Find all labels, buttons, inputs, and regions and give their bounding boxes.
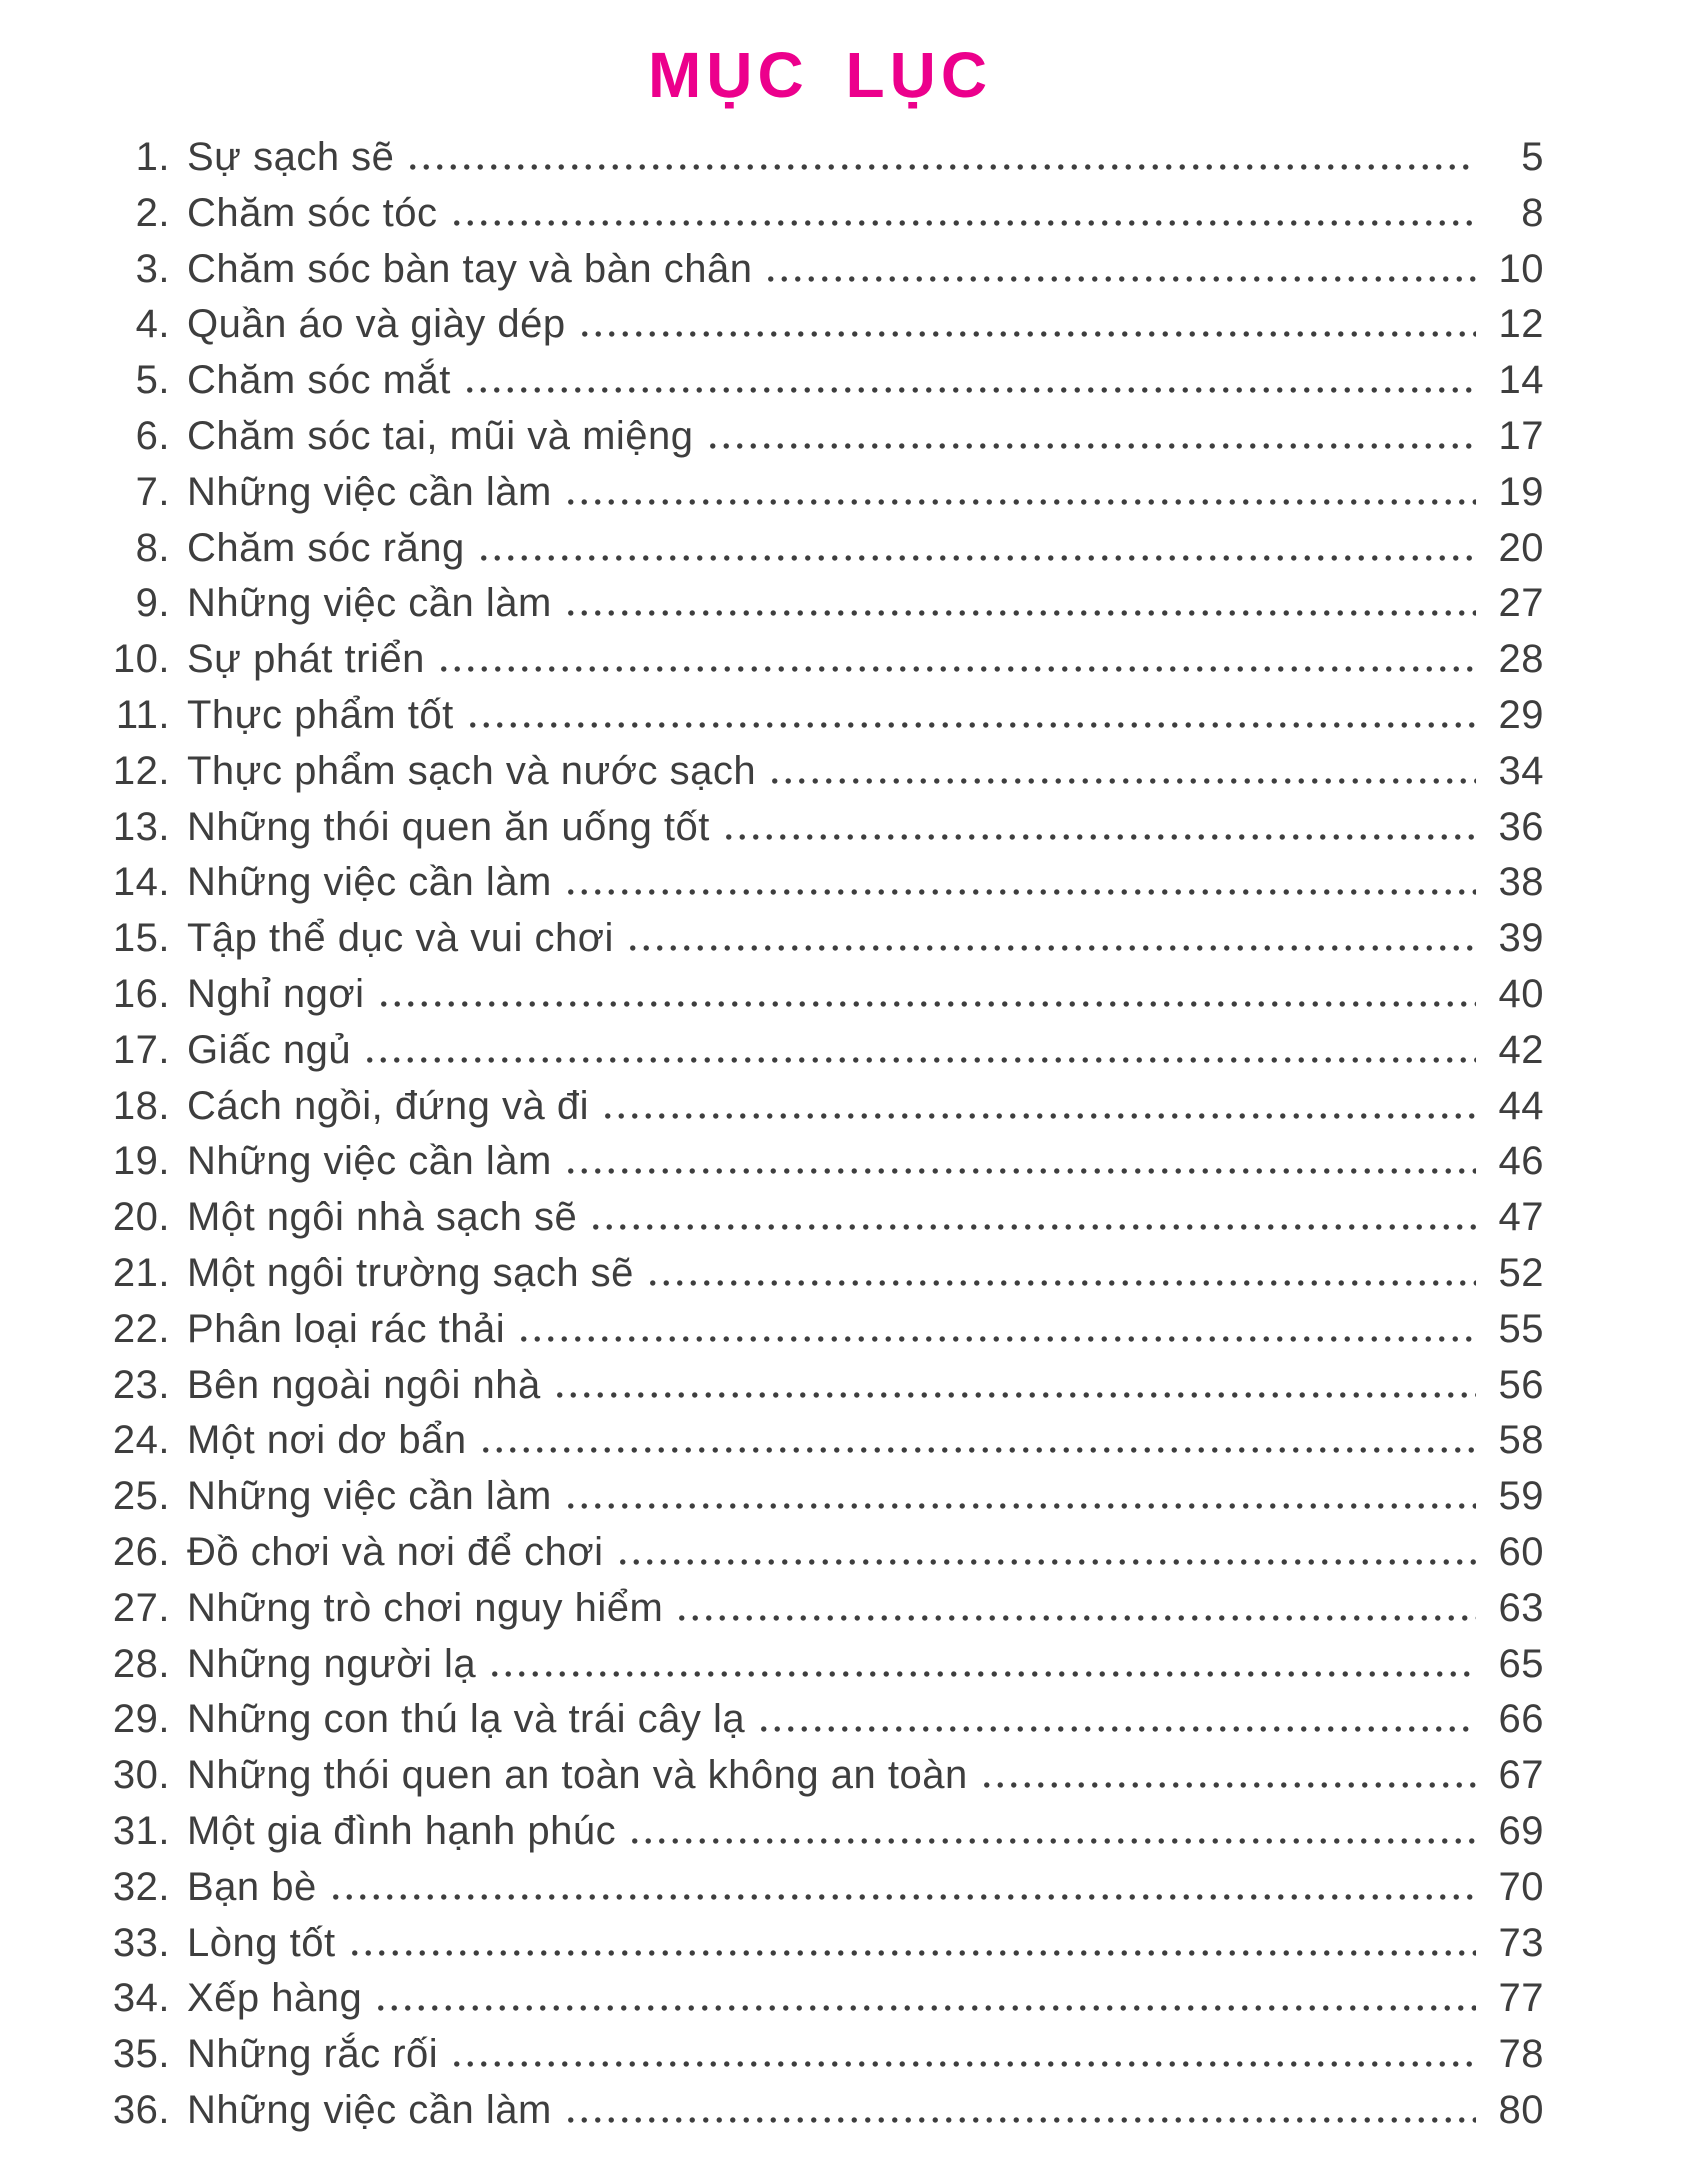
toc-entry-title: Thực phẩm tốt bbox=[187, 692, 454, 737]
toc-entry-number: 10. bbox=[112, 637, 170, 682]
dotted-leader bbox=[722, 834, 1476, 840]
toc-entry-title: Những con thú lạ và trái cây lạ bbox=[187, 1697, 746, 1742]
toc-entry bbox=[96, 465, 1544, 521]
toc-entry-number: 2. bbox=[135, 190, 170, 235]
toc-entry-title: Những việc cần làm bbox=[187, 2087, 552, 2132]
toc-entry-title: Giấc ngủ bbox=[187, 1027, 352, 1072]
dotted-leader bbox=[488, 1671, 1476, 1677]
toc-entry-page: 47 bbox=[1498, 1195, 1544, 1240]
toc-entry-number: 29. bbox=[112, 1697, 170, 1742]
toc-entry bbox=[96, 2027, 1544, 2083]
toc-entry bbox=[96, 2083, 1544, 2139]
toc-entry-number: 8. bbox=[135, 525, 170, 570]
dotted-leader bbox=[764, 276, 1476, 282]
toc-entry-title: Đồ chơi và nơi để chơi bbox=[187, 1529, 604, 1574]
toc-entry bbox=[96, 576, 1544, 632]
toc-entry bbox=[96, 1302, 1544, 1358]
toc-entry-page: 80 bbox=[1498, 2087, 1544, 2132]
dotted-leader bbox=[348, 1950, 1476, 1956]
dotted-leader bbox=[980, 1782, 1476, 1788]
toc-entry-title: Những trò chơi nguy hiểm bbox=[187, 1585, 664, 1630]
toc-entry-number: 16. bbox=[112, 971, 170, 1016]
toc-entry-title: Một nơi dơ bẩn bbox=[187, 1418, 467, 1463]
toc-entry-number: 11. bbox=[115, 692, 170, 737]
toc-entry-title: Một gia đình hạnh phúc bbox=[187, 1808, 617, 1853]
dotted-leader bbox=[564, 1503, 1476, 1509]
toc-entry-title: Những việc cần làm bbox=[187, 581, 552, 626]
toc-entry-number: 17. bbox=[112, 1027, 170, 1072]
dotted-leader bbox=[450, 220, 1476, 226]
page-title: MỤC LỤC bbox=[647, 39, 993, 111]
dotted-leader bbox=[374, 2005, 1476, 2011]
toc-entry-page: 8 bbox=[1521, 190, 1544, 235]
toc-entry bbox=[96, 1804, 1544, 1860]
dotted-leader bbox=[450, 2061, 1476, 2067]
toc-entry-title: Cách ngồi, đứng và đi bbox=[187, 1083, 589, 1128]
toc-entry-title: Những việc cần làm bbox=[187, 1474, 552, 1519]
toc-entry-page: 73 bbox=[1498, 1920, 1544, 1965]
toc-entry-number: 36. bbox=[112, 2087, 170, 2132]
toc-entry bbox=[96, 744, 1544, 800]
toc-entry-number: 7. bbox=[135, 469, 170, 514]
dotted-leader bbox=[363, 1057, 1476, 1063]
dotted-leader bbox=[477, 555, 1476, 561]
toc-entry bbox=[96, 1469, 1544, 1525]
dotted-leader bbox=[564, 889, 1476, 895]
toc-entry-page: 14 bbox=[1498, 358, 1544, 403]
toc-entry-page: 63 bbox=[1498, 1585, 1544, 1630]
toc-entry-title: Những việc cần làm bbox=[187, 469, 552, 514]
toc-entry-page: 36 bbox=[1498, 804, 1544, 849]
toc-entry-number: 18. bbox=[112, 1083, 170, 1128]
toc-entry-title: Những thói quen an toàn và không an toàn bbox=[187, 1753, 968, 1798]
toc-entry-number: 26. bbox=[112, 1529, 170, 1574]
toc-entry-page: 58 bbox=[1498, 1418, 1544, 1463]
dotted-leader bbox=[377, 1001, 1477, 1007]
toc-entry-page: 19 bbox=[1498, 469, 1544, 514]
dotted-leader bbox=[517, 1336, 1476, 1342]
dotted-leader bbox=[616, 1559, 1476, 1565]
toc-entry-page: 34 bbox=[1498, 748, 1544, 793]
toc-entry bbox=[96, 1134, 1544, 1190]
toc-entry-number: 21. bbox=[112, 1250, 170, 1295]
toc-entry-title: Chăm sóc bàn tay và bàn chân bbox=[187, 246, 753, 291]
toc-entry-title: Phân loại rác thải bbox=[187, 1306, 506, 1351]
dotted-leader bbox=[626, 945, 1476, 951]
toc-entry-number: 12. bbox=[112, 748, 170, 793]
toc-entry-title: Những người lạ bbox=[187, 1641, 477, 1686]
dotted-leader bbox=[564, 1168, 1476, 1174]
toc-entry bbox=[96, 186, 1544, 242]
toc-entry bbox=[96, 1358, 1544, 1414]
toc-entry-title: Chăm sóc tai, mũi và miệng bbox=[187, 413, 694, 458]
toc-entry-number: 28. bbox=[112, 1641, 170, 1686]
toc-entry-number: 4. bbox=[135, 302, 170, 347]
toc-entry-page: 27 bbox=[1498, 581, 1544, 626]
toc-entry-title: Bạn bè bbox=[187, 1864, 317, 1909]
toc-entry-title: Một ngôi nhà sạch sẽ bbox=[187, 1195, 578, 1240]
toc-entry-number: 32. bbox=[112, 1864, 170, 1909]
toc-entry-page: 17 bbox=[1498, 413, 1544, 458]
toc-entry-number: 19. bbox=[112, 1139, 170, 1184]
toc-entry bbox=[96, 1023, 1544, 1079]
toc-entry-page: 59 bbox=[1498, 1474, 1544, 1519]
toc-entry-page: 70 bbox=[1498, 1864, 1544, 1909]
dotted-leader bbox=[564, 2117, 1476, 2123]
toc-entry bbox=[96, 1246, 1544, 1302]
toc-entry-title: Sự sạch sẽ bbox=[187, 135, 395, 179]
toc-entry-number: 3. bbox=[135, 246, 170, 291]
toc-entry-page: 46 bbox=[1498, 1139, 1544, 1184]
dotted-leader bbox=[646, 1280, 1476, 1286]
toc-entry-page: 69 bbox=[1498, 1808, 1544, 1853]
toc-entry-title: Những rắc rối bbox=[187, 2032, 439, 2077]
toc-entry bbox=[96, 242, 1544, 298]
toc-entry-title: Một ngôi trường sạch sẽ bbox=[187, 1250, 634, 1295]
toc-entry bbox=[96, 632, 1544, 688]
dotted-leader bbox=[553, 1392, 1476, 1398]
toc-entry-title: Bên ngoài ngôi nhà bbox=[187, 1362, 541, 1407]
toc-entry-page: 39 bbox=[1498, 916, 1544, 961]
toc-entry bbox=[96, 409, 1544, 465]
toc-entry-title: Quần áo và giày dép bbox=[187, 302, 566, 347]
toc-entry bbox=[96, 353, 1544, 409]
toc-entry-number: 33. bbox=[112, 1920, 170, 1965]
toc-entry-number: 31. bbox=[112, 1808, 170, 1853]
toc-entry-number: 34. bbox=[112, 1976, 170, 2021]
dotted-leader bbox=[564, 499, 1476, 505]
toc-entry-title: Nghỉ ngơi bbox=[187, 971, 365, 1016]
toc-entry bbox=[96, 1079, 1544, 1135]
dotted-leader bbox=[578, 331, 1476, 337]
toc-entry bbox=[96, 1860, 1544, 1916]
toc-entry-page: 56 bbox=[1498, 1362, 1544, 1407]
toc-entry-page: 55 bbox=[1498, 1306, 1544, 1351]
toc-entry-number: 25. bbox=[112, 1474, 170, 1519]
dotted-leader bbox=[406, 164, 1476, 170]
toc-entry-number: 15. bbox=[112, 916, 170, 961]
toc-entry-page: 38 bbox=[1498, 860, 1544, 905]
toc-entry-page: 77 bbox=[1498, 1976, 1544, 2021]
toc-entry bbox=[96, 688, 1544, 744]
toc-entry-page: 28 bbox=[1498, 637, 1544, 682]
toc-entry-title: Tập thể dục và vui chơi bbox=[187, 916, 614, 961]
toc-entry bbox=[96, 1692, 1544, 1748]
toc-entry bbox=[96, 1525, 1544, 1581]
toc-list bbox=[96, 130, 1544, 2139]
dotted-leader bbox=[463, 387, 1476, 393]
toc-entry-title: Sự phát triển bbox=[187, 637, 425, 682]
toc-entry-number: 24. bbox=[112, 1418, 170, 1463]
toc-entry-number: 5. bbox=[135, 358, 170, 403]
toc-entry-page: 66 bbox=[1498, 1697, 1544, 1742]
toc-entry-page: 52 bbox=[1498, 1250, 1544, 1295]
toc-entry bbox=[96, 1413, 1544, 1469]
toc-entry bbox=[96, 855, 1544, 911]
toc-entry-title: Chăm sóc tóc bbox=[187, 190, 438, 235]
toc-entry-page: 78 bbox=[1498, 2032, 1544, 2077]
toc-entry-title: Thực phẩm sạch và nước sạch bbox=[187, 748, 757, 793]
toc-entry-number: 23. bbox=[112, 1362, 170, 1407]
toc-entry-page: 65 bbox=[1498, 1641, 1544, 1686]
dotted-leader bbox=[675, 1615, 1476, 1621]
toc-entry-number: 13. bbox=[112, 804, 170, 849]
toc-entry-page: 60 bbox=[1498, 1529, 1544, 1574]
toc-entry bbox=[96, 800, 1544, 856]
dotted-leader bbox=[768, 778, 1476, 784]
toc-entry-number: 30. bbox=[112, 1753, 170, 1798]
toc-entry-page: 10 bbox=[1498, 246, 1544, 291]
toc-entry bbox=[96, 911, 1544, 967]
dotted-leader bbox=[329, 1894, 1476, 1900]
toc-entry-page: 5 bbox=[1521, 135, 1544, 179]
toc-entry-title: Những việc cần làm bbox=[187, 1139, 552, 1184]
dotted-leader bbox=[466, 722, 1476, 728]
toc-entry bbox=[96, 1581, 1544, 1637]
dotted-leader bbox=[601, 1113, 1476, 1119]
toc-entry-number: 20. bbox=[112, 1195, 170, 1240]
toc-entry-number: 1. bbox=[135, 135, 170, 179]
toc-entry-page: 44 bbox=[1498, 1083, 1544, 1128]
dotted-leader bbox=[706, 443, 1476, 449]
toc-entry-title: Chăm sóc mắt bbox=[187, 358, 451, 403]
toc-entry bbox=[96, 1748, 1544, 1804]
toc-entry bbox=[96, 1916, 1544, 1972]
dotted-leader bbox=[564, 610, 1476, 616]
toc-entry-page: 12 bbox=[1498, 302, 1544, 347]
dotted-leader bbox=[628, 1838, 1476, 1844]
dotted-leader bbox=[589, 1224, 1476, 1230]
toc-entry bbox=[96, 297, 1544, 353]
dotted-leader bbox=[479, 1447, 1476, 1453]
toc-entry-number: 35. bbox=[112, 2032, 170, 2077]
dotted-leader bbox=[757, 1726, 1476, 1732]
toc-entry-number: 9. bbox=[135, 581, 170, 626]
toc-entry-page: 67 bbox=[1498, 1753, 1544, 1798]
toc-entry bbox=[96, 967, 1544, 1023]
toc-entry-page: 29 bbox=[1498, 692, 1544, 737]
toc-entry-page: 42 bbox=[1498, 1027, 1544, 1072]
toc-entry-title: Chăm sóc răng bbox=[187, 525, 465, 570]
toc-entry-page: 40 bbox=[1498, 971, 1544, 1016]
toc-entry-number: 22. bbox=[112, 1306, 170, 1351]
toc-entry-title: Những việc cần làm bbox=[187, 860, 552, 905]
toc-entry bbox=[96, 130, 1544, 186]
toc-entry bbox=[96, 1637, 1544, 1693]
toc-entry-number: 14. bbox=[112, 860, 170, 905]
toc-entry-number: 27. bbox=[112, 1585, 170, 1630]
toc-entry-page: 20 bbox=[1498, 525, 1544, 570]
toc-entry-title: Xếp hàng bbox=[187, 1976, 363, 2021]
toc-entry bbox=[96, 1190, 1544, 1246]
toc-entry bbox=[96, 1971, 1544, 2027]
toc-entry-title: Những thói quen ăn uống tốt bbox=[187, 804, 710, 849]
dotted-leader bbox=[437, 666, 1476, 672]
toc-entry bbox=[96, 521, 1544, 577]
toc-entry-title: Lòng tốt bbox=[187, 1920, 336, 1965]
toc-entry-number: 6. bbox=[135, 413, 170, 458]
